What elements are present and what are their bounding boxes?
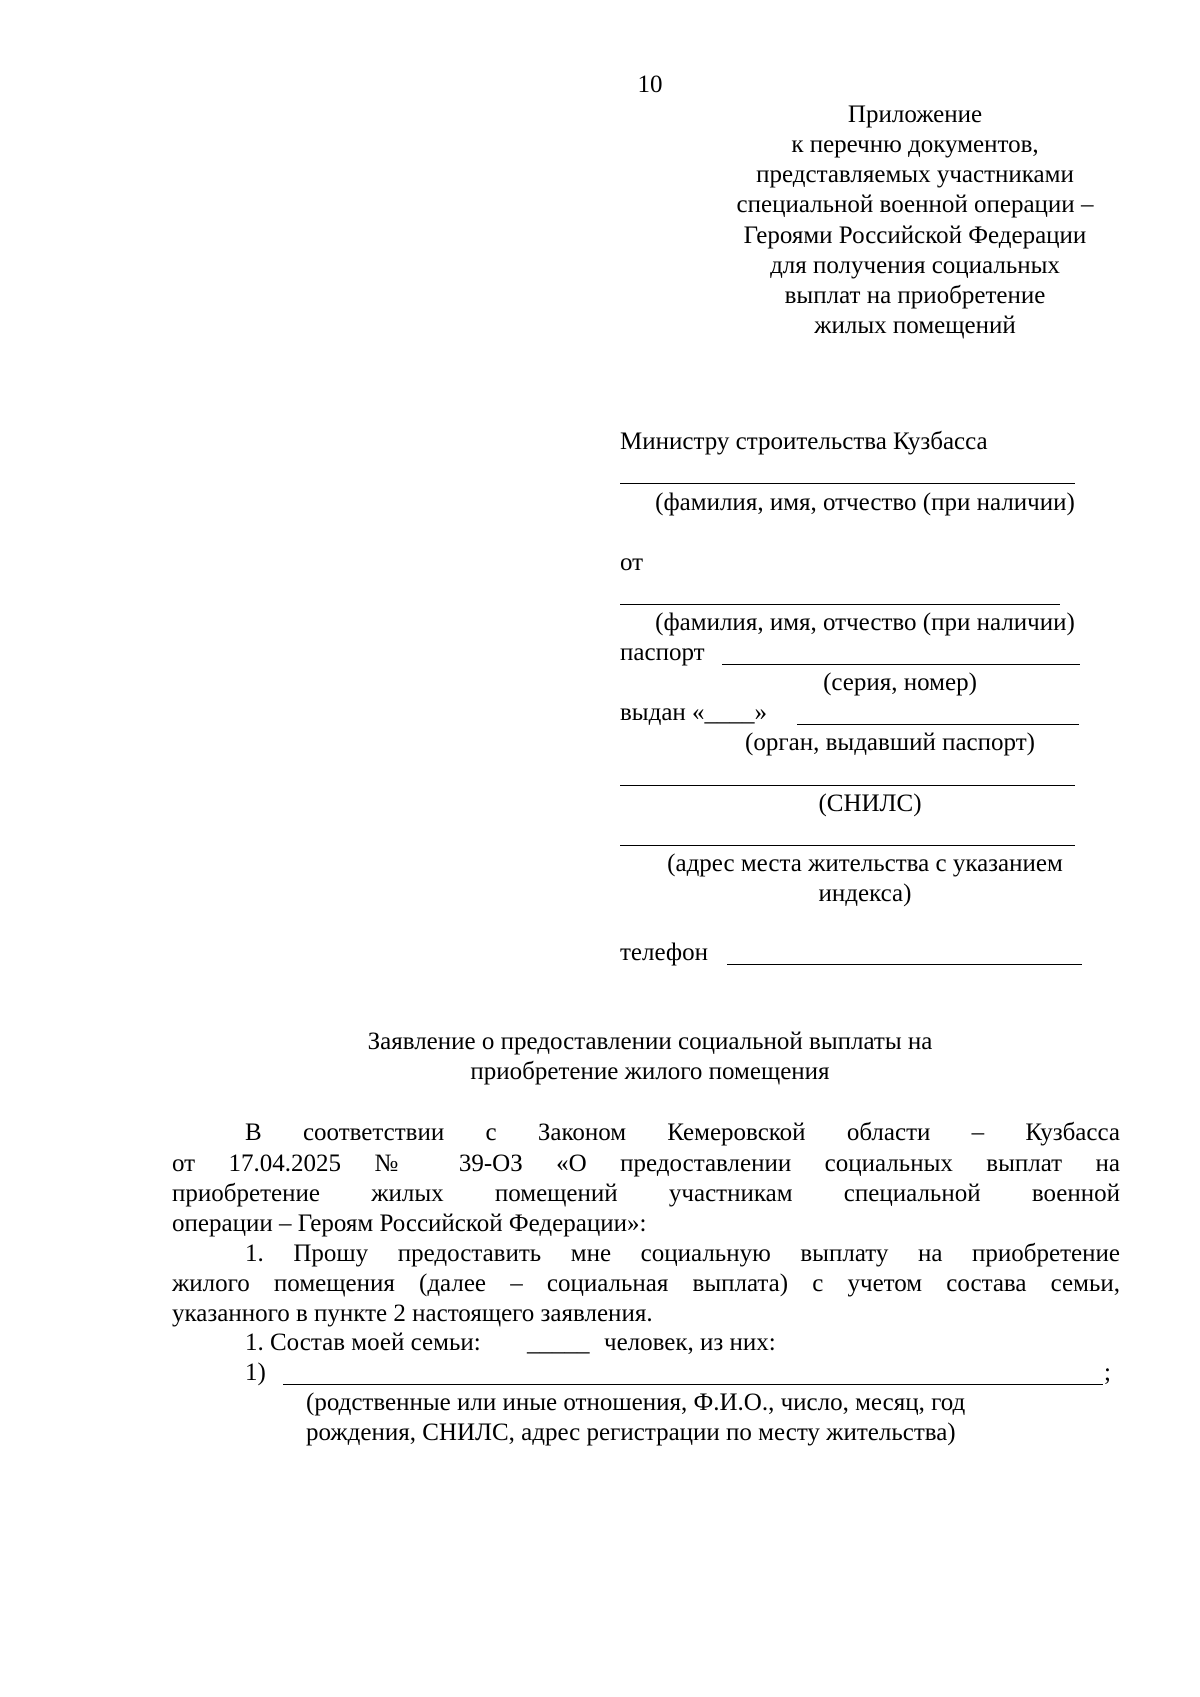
phone-label: телефон: [620, 939, 708, 966]
family-label: 1. Состав моей семьи:: [245, 1329, 481, 1356]
address-caption: (адрес места жительства с указанием: [667, 850, 1063, 877]
address-caption: индекса): [818, 880, 912, 907]
passport-label: паспорт: [620, 639, 705, 666]
passport-caption: (серия, номер): [823, 669, 977, 696]
paragraph-line: операции – Героям Российской Федерации»:: [172, 1210, 647, 1237]
paragraph-line: жилого помещения (далее – социальная выплата) с учетом состава семьи,: [172, 1270, 1120, 1297]
issued-caption: (орган, выдавший паспорт): [745, 729, 1035, 756]
member-end: ;: [1104, 1359, 1111, 1386]
statement-title: Заявление о предоставлении социальной выплаты на: [367, 1028, 933, 1055]
snils-field[interactable]: [620, 785, 1075, 786]
address-field[interactable]: [620, 845, 1075, 846]
paragraph-line: указанного в пункте 2 настоящего заявления.: [172, 1300, 653, 1327]
member-caption: рождения, СНИЛС, адрес регистрации по месту жительства): [306, 1419, 956, 1446]
appendix-line: Героями Российской Федерации: [743, 222, 1087, 249]
member-field[interactable]: [283, 1384, 1103, 1385]
member-caption: (родственные или иные отношения, Ф.И.О., число, месяц, год: [306, 1389, 966, 1416]
appendix-line: выплат на приобретение: [784, 282, 1046, 309]
appendix-line: для получения социальных: [770, 252, 1060, 279]
appendix-line: представляемых участниками: [756, 161, 1074, 188]
addressee-to: Министру строительства Кузбасса: [620, 428, 988, 455]
issued-by-field[interactable]: [797, 724, 1079, 725]
addressee-name-caption: (фамилия, имя, отчество (при наличии): [655, 489, 1075, 516]
passport-field[interactable]: [722, 664, 1080, 665]
issued-label: выдан «____»: [620, 699, 768, 726]
paragraph-line: приобретение жилых помещений участникам специальной военной: [172, 1180, 1120, 1207]
family-count-field[interactable]: _____: [527, 1329, 590, 1356]
appendix-line: Приложение: [847, 101, 983, 128]
family-label-suffix: человек, из них:: [604, 1329, 776, 1356]
appendix-line: к перечню документов,: [791, 131, 1039, 158]
member-number: 1): [245, 1359, 266, 1386]
appendix-line: специальной военной операции –: [736, 191, 1094, 218]
applicant-name-caption: (фамилия, имя, отчество (при наличии): [655, 609, 1075, 636]
statement-title: приобретение жилого помещения: [470, 1058, 830, 1085]
phone-field[interactable]: [727, 964, 1082, 965]
paragraph-line: от 17.04.2025 № 39-ОЗ «О предоставлении социальных выплат на: [172, 1150, 1120, 1177]
addressee-name-field[interactable]: [620, 483, 1075, 484]
snils-caption: (СНИЛС): [818, 790, 922, 817]
from-label: от: [620, 549, 644, 576]
appendix-line: жилых помещений: [814, 312, 1016, 339]
applicant-name-field[interactable]: [620, 604, 1060, 605]
page-number: 10: [637, 71, 663, 98]
paragraph-line: 1. Прошу предоставить мне социальную выплату на приобретение: [245, 1240, 1120, 1267]
paragraph-line: В соответствии с Законом Кемеровской области – Кузбасса: [245, 1119, 1120, 1146]
